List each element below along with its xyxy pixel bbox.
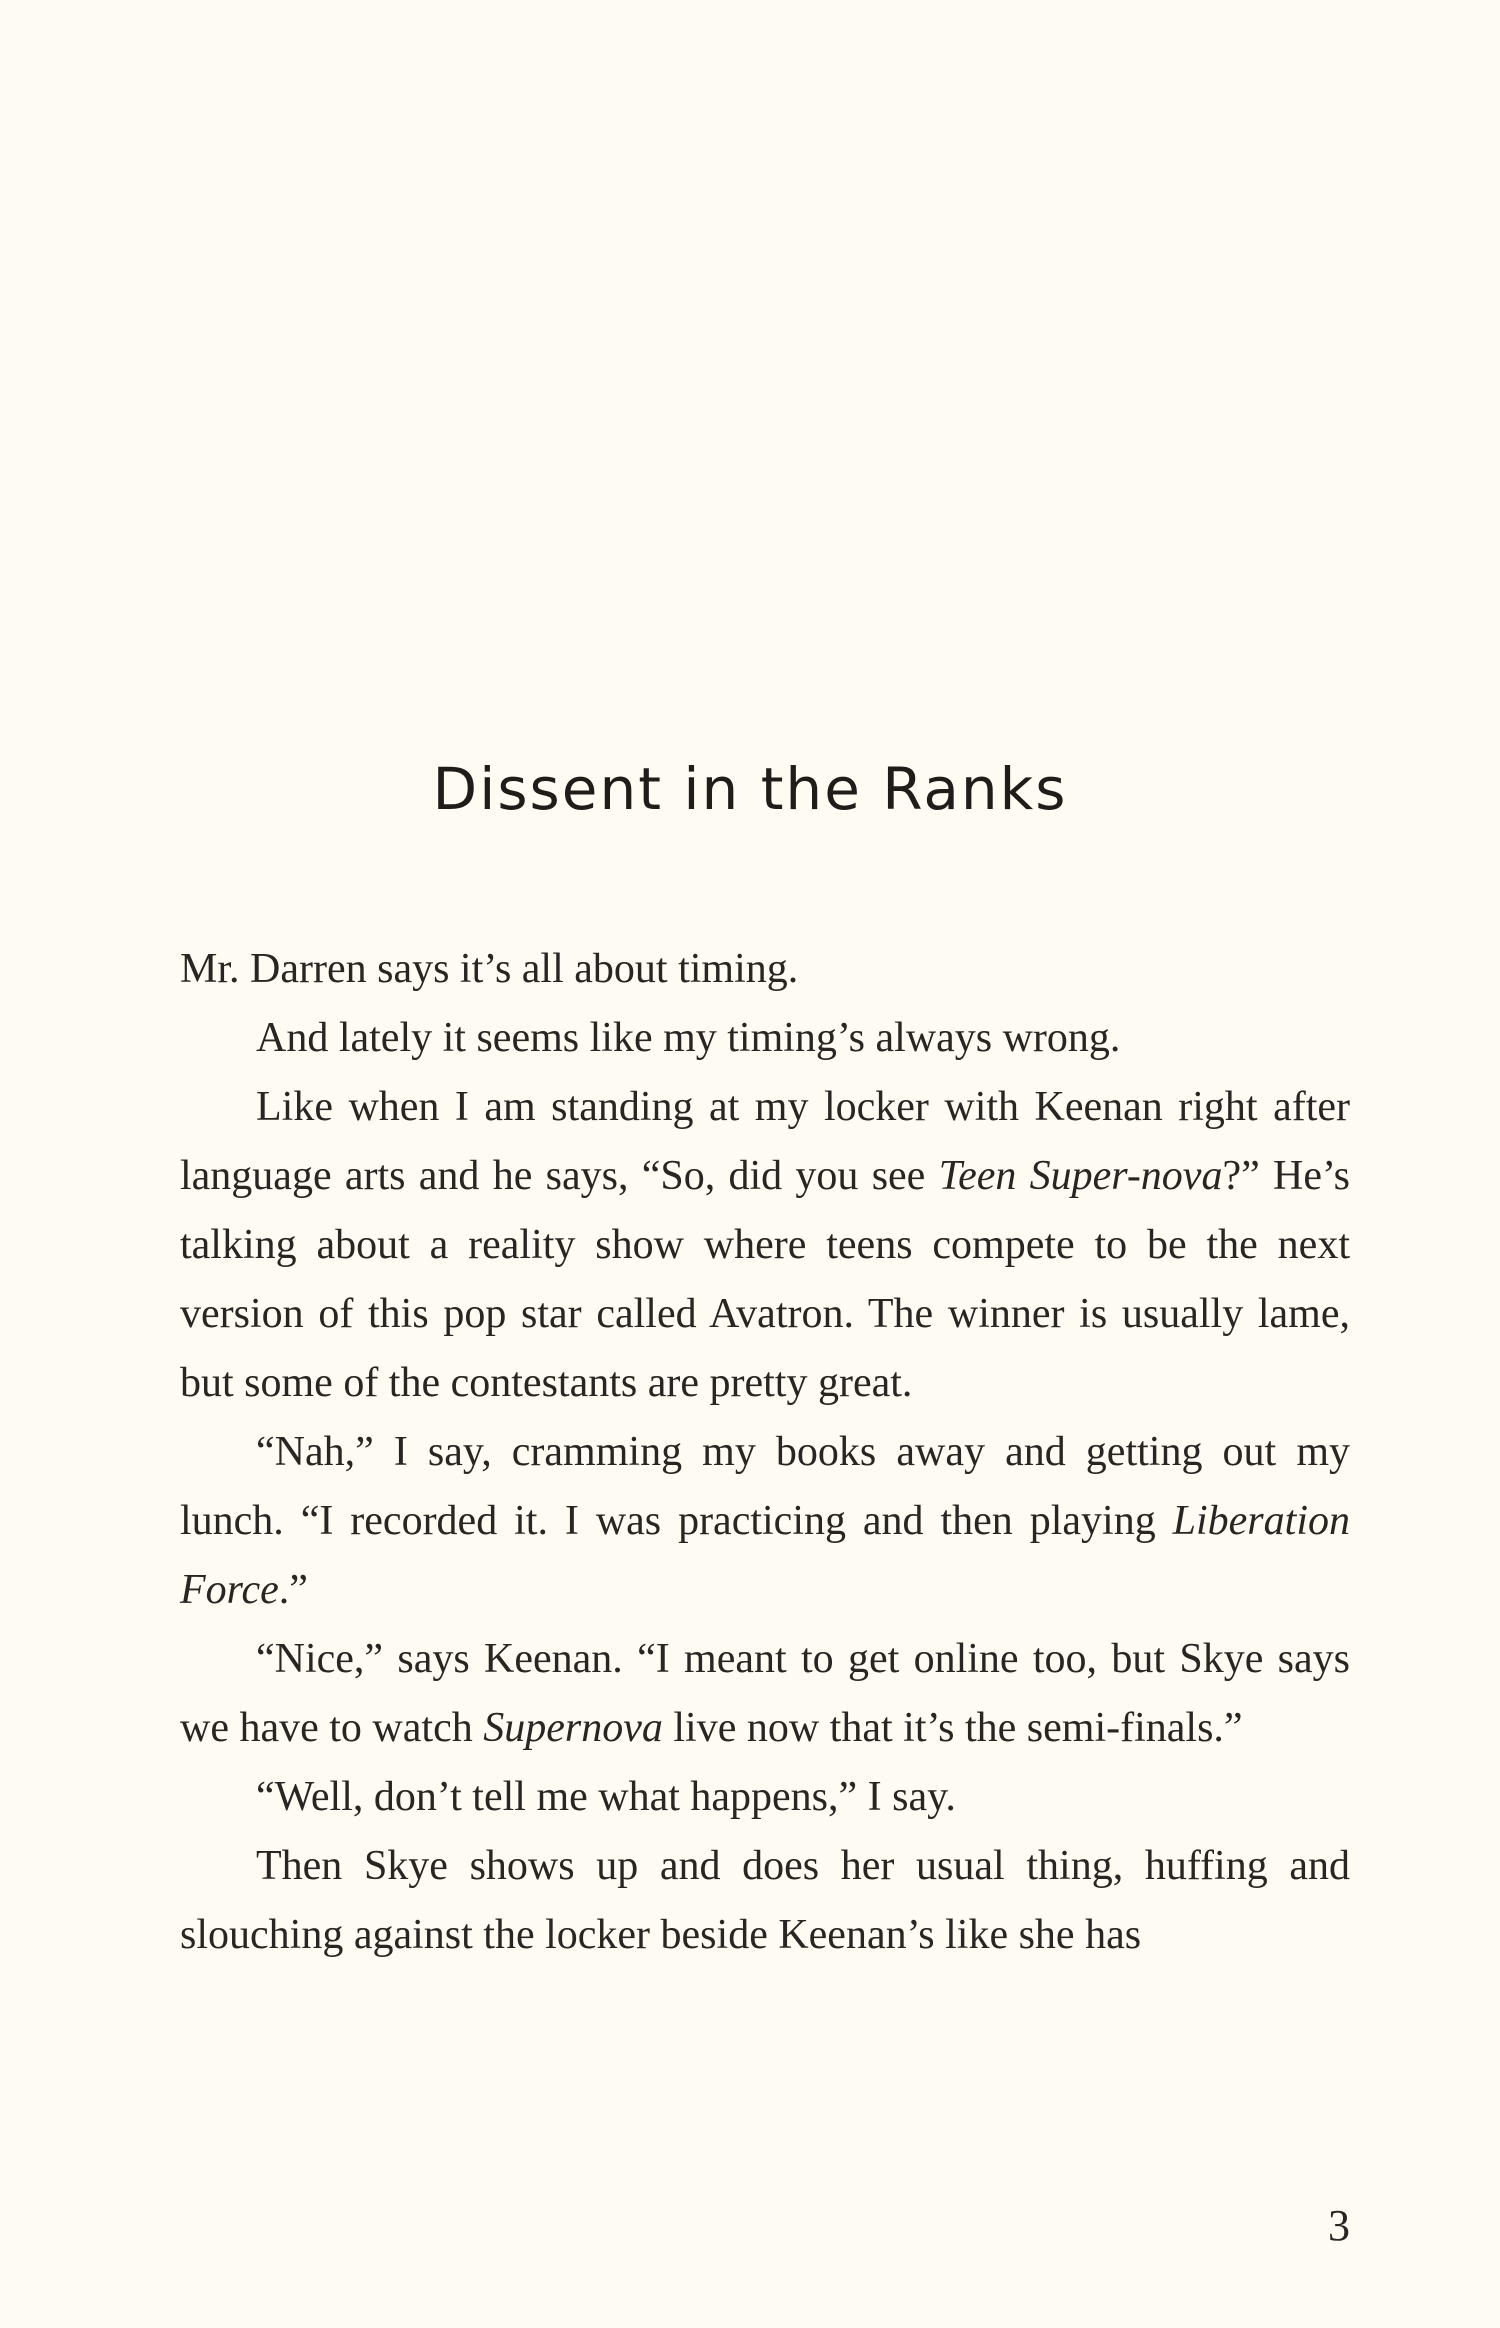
paragraph: [180, 1418, 1350, 1625]
italic-title: Liberation Force: [180, 1498, 1350, 1613]
paragraph: [180, 1832, 1350, 1970]
text-run: “Nice,” says Keenan. “I meant to get online too, but Skye says we have to watch: [180, 1636, 1350, 1751]
page-number: 3: [1328, 2201, 1350, 2250]
italic-title: Supernova: [483, 1705, 663, 1751]
chapter-title: Dissent in the Ranks: [432, 755, 1068, 823]
text-run: Mr. Darren says it’s all about timing.: [180, 946, 799, 992]
body-text: [180, 935, 1350, 1970]
text-run: “Well, don’t tell me what happens,” I say.: [256, 1774, 956, 1820]
text-run: Then Skye shows up and does her usual thing, huffing and slouching against the locker beside Keenan’s like she has: [180, 1843, 1350, 1958]
paragraph: [180, 1763, 1350, 1832]
text-run: .”: [278, 1567, 308, 1613]
paragraph: [180, 1004, 1350, 1073]
paragraph: [180, 1625, 1350, 1763]
text-run: “Nah,” I say, cramming my books away and getting out my lunch. “I recorded it. I was practicing and then playing: [180, 1429, 1350, 1544]
italic-title: Teen Super-nova: [938, 1153, 1223, 1199]
paragraph: [180, 1073, 1350, 1418]
text-run: live now that it’s the semi-finals.”: [662, 1705, 1243, 1751]
text-run: Like when I am standing at my locker with Keenan right after language arts and he says, “So, did you see: [180, 1084, 1350, 1199]
text-run: And lately it seems like my timing’s always wrong.: [256, 1015, 1121, 1061]
paragraph: [180, 935, 1350, 1004]
text-run: ?” He’s talking about a reality show where teens compete to be the next version of this pop star called Avatron. The winner is usually lame, but some of the contestants are pretty great.: [180, 1153, 1350, 1406]
